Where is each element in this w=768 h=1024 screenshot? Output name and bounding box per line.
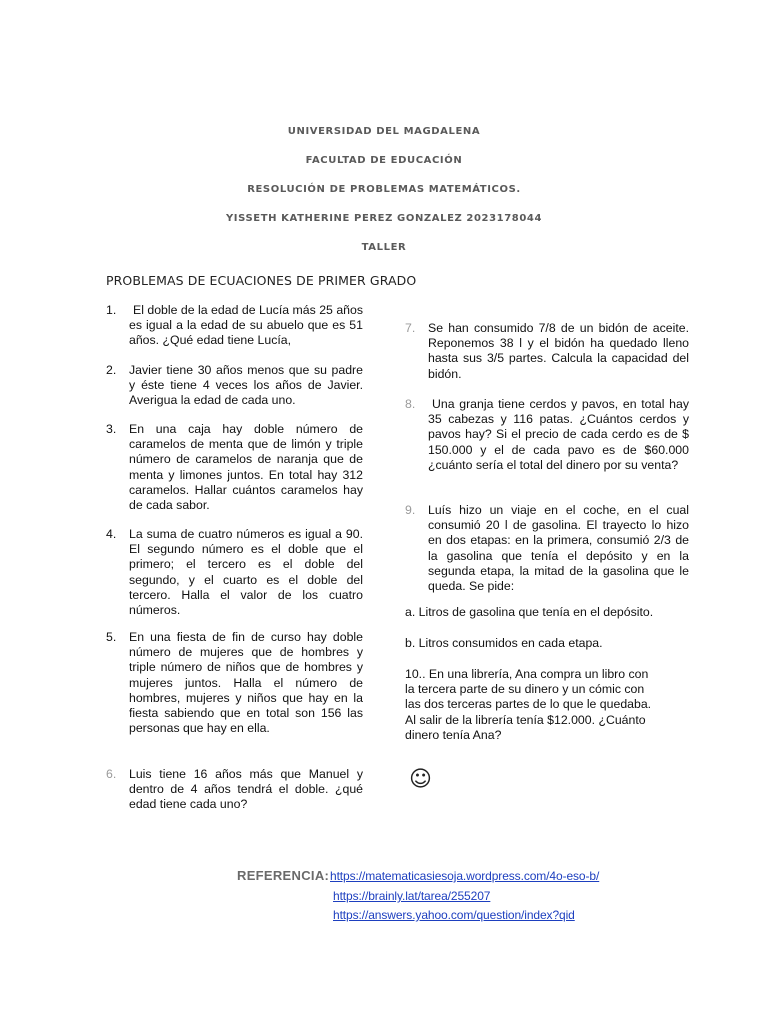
problem-number: 7. [405,321,416,335]
reference-link-3[interactable]: https://answers.yahoo.com/question/index?qid [333,908,575,922]
problem-text: Se han consumido 7/8 de un bidón de aceite. Reponemos 38 l y el bidón ha quedado lleno hasta sus 3/5 partes. Calcula la capacidad del bidón. [428,321,689,381]
reference-link-1[interactable]: https://matematicasiesoja.wordpress.com/4o-eso-b/ [330,869,600,883]
problem-number: 5. [106,630,117,644]
problem-number: 4. [106,527,117,541]
problem-number: 8. [405,397,416,411]
problem-text: Luis tiene 16 años más que Manuel y dentro de 4 años tendrá el doble. ¿qué edad tiene cada uno? [129,767,363,812]
problem-number: 9. [405,503,416,517]
header-student: YISSETH KATHERINE PEREZ GONZALEZ 2023178044 [225,213,543,224]
problem-text: La suma de cuatro números es igual a 90. El segundo número es el doble que el primero; el tercero es el doble del segundo, y el cuarto es el doble del tercero. Halla el valor de los cuatro números. [129,527,363,618]
header-faculty: FACULTAD DE EDUCACIÓN [305,155,463,166]
smiley-icon: ☺ [409,767,432,792]
problem-number: 2. [106,363,117,377]
sub-item-b: b. Litros consumidos en cada etapa. [405,636,603,650]
problem-number: 1. [106,303,117,317]
reference-link-2[interactable]: https://brainly.lat/tarea/255207 [333,889,491,903]
references-label: REFERENCIA: [237,868,330,883]
problem-text: En una fiesta de fin de curso hay doble número de mujeres que de hombres y triple número de niños que de hombres y mujeres juntos. Halla el número de hombres, mujeres y niños que hay en la fiesta sabiendo que en total son 156 las personas que hay en ella. [129,630,363,736]
section-title: PROBLEMAS DE ECUACIONES DE PRIMER GRADO [106,273,417,288]
header-university: UNIVERSIDAD DEL MAGDALENA [287,126,481,137]
problem-text: Javier tiene 30 años menos que su padre y éste tiene 4 veces los años de Javier. Averigua la edad de cada uno. [129,363,363,408]
header-course: RESOLUCIÓN DE PROBLEMAS MATEMÁTICOS. [247,184,521,195]
header-activity: TALLER [361,242,407,253]
problem-text: El doble de la edad de Lucía más 25 años es igual a la edad de su abuelo que es 51 años. ¿Qué edad tiene Lucía, [129,303,363,348]
sub-item-a: a. Litros de gasolina que tenía en el depósito. [405,605,654,619]
problem-number: 6. [106,767,117,781]
problem-text: Una granja tiene cerdos y pavos, en total hay 35 cabezas y 116 patas. ¿Cuántos cerdos y pavos hay? Si el precio de cada cerdo es de $ 150.000 y el de cada pavo es de $60.000 ¿cuánto sería el total del dinero por su venta? [428,397,689,472]
problem-number: 3. [106,422,117,436]
problem-text: En una caja hay doble número de caramelos de menta que de limón y triple número de caramelos de naranja que de menta y limones juntos. En total hay 312 caramelos. Hallar cuántos caramelos hay de cada sabor. [129,422,363,513]
problem-10: 10.. En una librería, Ana compra un libro con la tercera parte de su dinero y un cómic con las dos terceras partes de lo que le quedaba. Al salir de la librería tenía $12.000. ¿Cuánto dinero tenía Ana? [405,667,652,742]
problem-text: Luís hizo un viaje en el coche, en el cual consumió 20 l de gasolina. El trayecto lo hizo en dos etapas: en la primera, consumió 2/3 de la gasolina que tenía el depósito y en la segunda etapa, la mitad de la gasolina que le queda. Se pide: [428,503,689,594]
